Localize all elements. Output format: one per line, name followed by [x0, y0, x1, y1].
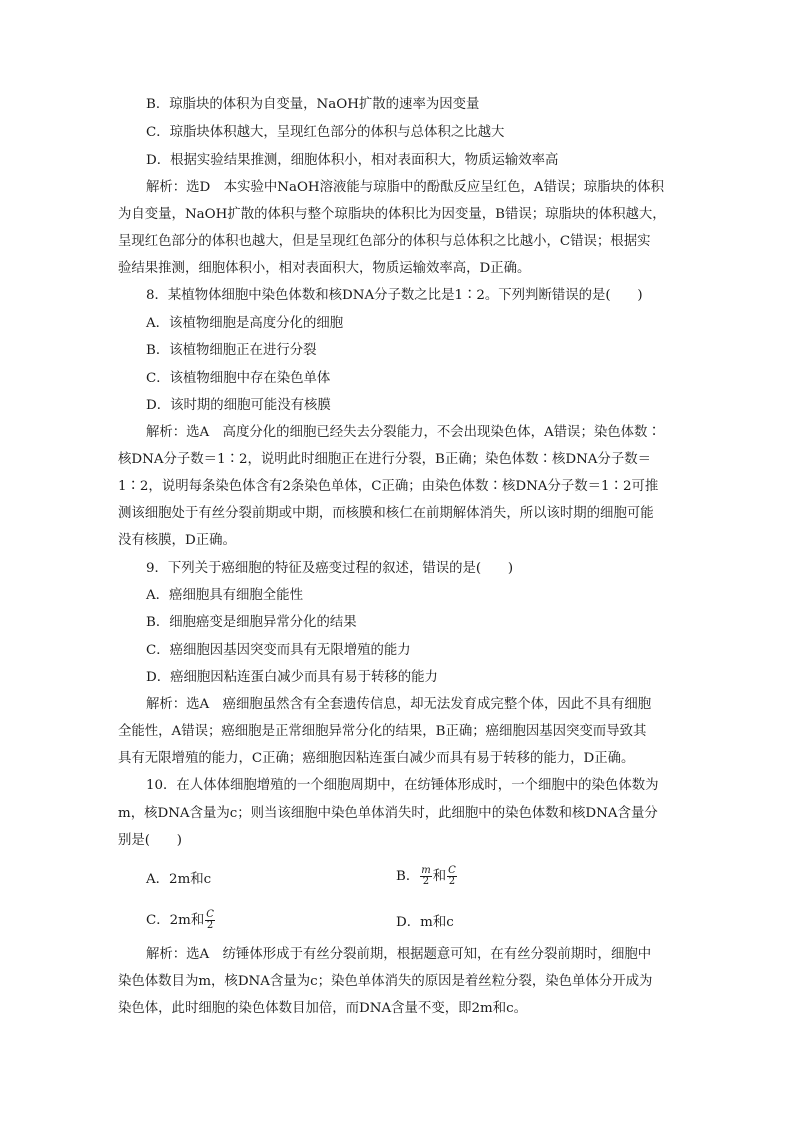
q8-analysis-line: 核DNA分子数＝1∶2，说明此时细胞正在进行分裂，B正确；染色体数∶核DNA分子数＝	[118, 452, 652, 467]
q9-option-a: A．癌细胞具有细胞全能性	[146, 588, 303, 603]
q7-option-c: C．琼脂块体积越大，呈现红色部分的体积与总体积之比越大	[146, 125, 505, 140]
q10-stem-line: 别是( )	[118, 833, 183, 848]
q8-analysis-line: 解析：选A 高度分化的细胞已经失去分裂能力，不会出现染色体，A错误；染色体数∶	[146, 425, 661, 440]
q10-option-c	[146, 910, 216, 931]
q9-option-c: C．癌细胞因基因突变而具有无限增殖的能力	[146, 643, 411, 658]
fraction-numerator: C	[448, 865, 456, 876]
q8-option-a: A．该植物细胞是高度分化的细胞	[146, 316, 344, 331]
q8-option-c: C．该植物细胞中存在染色单体	[146, 371, 331, 386]
q10-option-c-prefix: C．2m和	[146, 913, 205, 928]
fraction-denominator: 2	[206, 920, 214, 931]
q9-analysis-line: 解析：选A 癌细胞虽然含有全套遗传信息，却无法发育成完整个体，因此不具有细胞	[146, 697, 652, 712]
q7-option-b: B．琼脂块的体积为自变量，NaOH扩散的速率为因变量	[146, 97, 480, 112]
q8-stem: 8．某植物体细胞中染色体数和核DNA分子数之比是1∶2。下列判断错误的是( )	[146, 288, 643, 303]
q10-option-d: D．m和c	[396, 915, 454, 930]
fraction-c-over-2	[447, 866, 457, 887]
fraction-numerator: m	[421, 865, 431, 876]
q8-analysis-line: 没有核膜，D正确。	[118, 533, 236, 548]
fraction-m-over-2	[420, 866, 431, 887]
fraction-numerator: C	[206, 909, 214, 920]
fraction-denominator: 2	[422, 876, 430, 887]
q8-analysis-line: 测该细胞处于有丝分裂前期或中期，而核膜和核仁在前期解体消失，所以该时期的细胞可能	[118, 506, 654, 521]
q10-option-b-and: 和	[432, 869, 447, 884]
q10-stem-line: m，核DNA含量为c；则当该细胞中染色单体消失时，此细胞中的染色体数和核DNA含量分	[118, 806, 658, 821]
q10-option-b-prefix: B．	[396, 869, 420, 884]
q9-stem: 9．下列关于癌细胞的特征及癌变过程的叙述，错误的是( )	[146, 561, 514, 576]
q9-option-b: B．细胞癌变是细胞异常分化的结果	[146, 615, 357, 630]
q9-analysis-line: 全能性，A错误；癌细胞是正常细胞异常分化的结果，B正确；癌细胞因基因突变而导致其	[118, 724, 647, 739]
q8-option-d: D．该时期的细胞可能没有核膜	[146, 398, 331, 413]
q10-option-a: A．2m和c	[146, 872, 212, 887]
q7-analysis-line: 验结果推测，细胞体积小，相对表面积大，物质运输效率高，D正确。	[118, 261, 531, 276]
q10-analysis-line: 染色体，此时细胞的染色体数目加倍，而DNA含量不变，即2m和c。	[118, 1001, 527, 1016]
q7-analysis-line: 解析：选D 本实验中NaOH溶液能与琼脂中的酚酞反应呈红色，A错误；琼脂块的体积	[146, 180, 665, 195]
q7-option-d: D．根据实验结果推测，细胞体积小，相对表面积大，物质运输效率高	[146, 153, 559, 168]
q9-option-d: D．癌细胞因粘连蛋白减少而具有易于转移的能力	[146, 670, 438, 685]
q10-analysis-line: 染色体数目为m，核DNA含量为c；染色单体消失的原因是着丝粒分裂，染色单体分开成为	[118, 974, 653, 989]
q7-analysis-line: 为自变量，NaOH扩散的体积与整个琼脂块的体积比为因变量，B错误；琼脂块的体积越大，	[118, 207, 666, 222]
q7-analysis-line: 呈现红色部分的体积也越大，但是呈现红色部分的体积与总体积之比越小，C错误；根据实	[118, 234, 651, 249]
q10-option-b	[396, 866, 458, 887]
fraction-denominator: 2	[448, 876, 456, 887]
q10-analysis-line: 解析：选A 纺锤体形成于有丝分裂前期，根据题意可知，在有丝分裂前期时，细胞中	[146, 947, 652, 962]
q9-analysis-line: 具有无限增殖的能力，C正确；癌细胞因粘连蛋白减少而具有易于转移的能力，D正确。	[118, 751, 635, 766]
q10-stem-line: 10．在人体体细胞增殖的一个细胞周期中，在纺锤体形成时，一个细胞中的染色体数为	[146, 778, 659, 793]
q8-option-b: B．该植物细胞正在进行分裂	[146, 343, 317, 358]
q8-analysis-line: 1∶2，说明每条染色体含有2条染色单体，C正确；由染色体数∶核DNA分子数＝1∶2可推	[118, 479, 659, 494]
fraction-c-over-2	[205, 910, 215, 931]
